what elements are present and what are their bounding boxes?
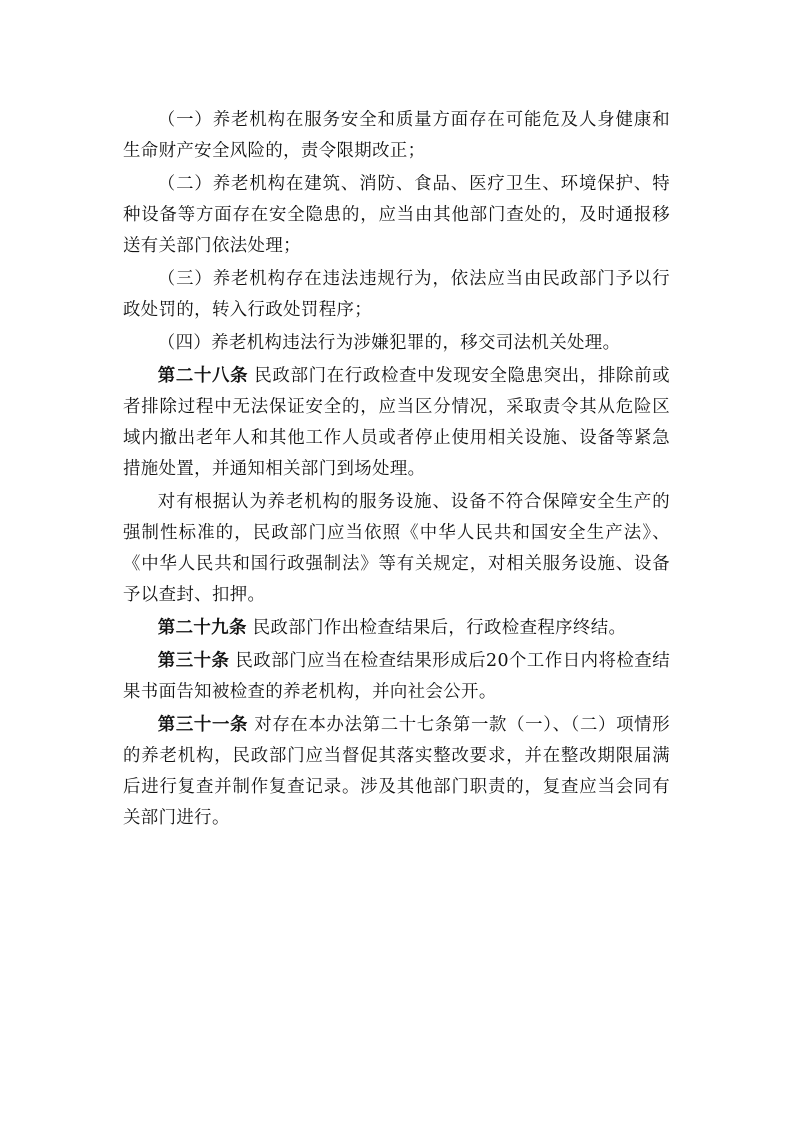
- article-text: 对存在本办法第二十七条第一款（一）、（二）项情形的养老机构，民政部门应当督促其落实整改要求，并在整改期限届满后进行复查并制作复查记录。涉及其他部门职责的，复查应当会同有关部门进行。: [123, 715, 670, 828]
- article-text: 对有根据认为养老机构的服务设施、设备不符合保障安全生产的强制性标准的，民政部门应当依照《中华人民共和国安全生产法》、《中华人民共和国行政强制法》等有关规定，对相关服务设施、设备予以查封、扣押。: [123, 492, 670, 605]
- article-29: [123, 613, 670, 644]
- clause-text: （二）养老机构在建筑、消防、食品、医疗卫生、环境保护、特种设备等方面存在安全隐患的，应当由其他部门查处的，及时通报移送有关部门依法处理；: [123, 174, 670, 256]
- clause-2: [123, 169, 670, 262]
- article-31: [123, 710, 670, 834]
- clause-text: （四）养老机构违法行为涉嫌犯罪的，移交司法机关处理。: [157, 333, 621, 353]
- article-heading: 第二十九条: [157, 618, 247, 638]
- article-heading: 第三十一条: [157, 715, 249, 735]
- clause-text: （三）养老机构存在违法违规行为，依法应当由民政部门予以行政处罚的，转入行政处罚程序；: [123, 269, 670, 320]
- clause-4: [123, 328, 670, 359]
- article-28: [123, 361, 670, 485]
- article-30: [123, 646, 670, 708]
- article-28-paragraph-2: [123, 487, 670, 611]
- article-heading: 第二十八条: [157, 366, 249, 386]
- document-body: [123, 105, 670, 834]
- article-text: 民政部门在行政检查中发现安全隐患突出，排除前或者排除过程中无法保证安全的，应当区分情况，采取责令其从危险区域内撤出老年人和其他工作人员或者停止使用相关设施、设备等紧急措施处置，并通知相关部门到场处理。: [123, 366, 670, 479]
- article-text: 民政部门作出检查结果后，行政检查程序终结。: [252, 618, 627, 638]
- clause-text: （一）养老机构在服务安全和质量方面存在可能危及人身健康和生命财产安全风险的，责令限期改正；: [123, 110, 670, 161]
- clause-1: [123, 105, 670, 167]
- article-heading: 第三十条: [157, 651, 230, 671]
- article-text: 民政部门应当在检查结果形成后20个工作日内将检查结果书面告知被检查的养老机构，并向社会公开。: [123, 651, 670, 702]
- clause-3: [123, 264, 670, 326]
